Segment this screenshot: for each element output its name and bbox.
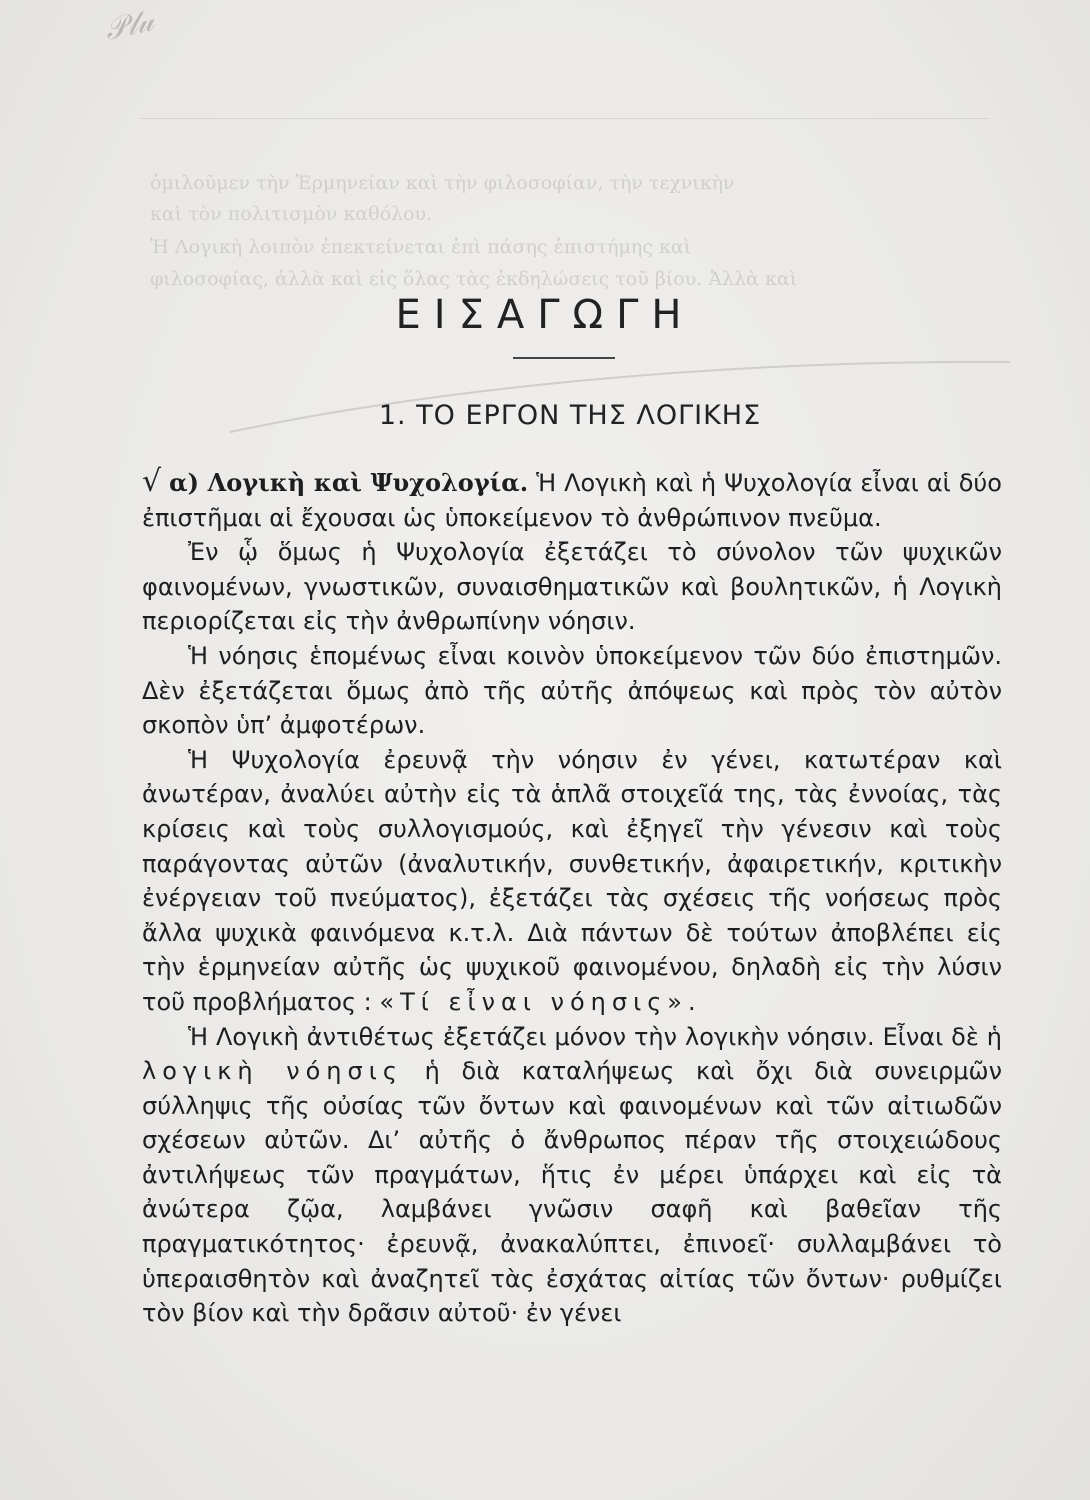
title-divider <box>513 357 615 359</box>
paragraph-text: Ἡ Λογικὴ καὶ ἡ Ψυχολογία εἶναι αἱ δύο ἐπιστῆμαι αἱ ἔχουσαι ὡς ὑποκείμενον τὸ ἀνθρώπινον πνεῦμα. <box>142 469 1002 532</box>
paragraph-text: Ἡ Ψυχολογία ἐρευνᾷ τὴν νόησιν ἐν γένει, κατωτέραν καὶ ἀνωτέραν, ἀναλύει αὐτὴν εἰς τὰ ἁπλᾶ στοιχεῖά της, τὰς ἐννοίας, τὰς κρίσεις καὶ τοὺς συλλογισμούς, καὶ ἐξηγεῖ τὴν γένεσιν καὶ τοὺς παράγοντας αὐτῶν (ἀναλυτικήν, συνθετικήν, ἀφαιρετικήν, κριτικὴν ἐνέργειαν τοῦ πνεύματος), ἐξετάζει τὰς σχέσεις τῆς νοήσεως πρὸς ἄλλα ψυχικὰ φαινόμενα κ.τ.λ. Διὰ πάντων δὲ τούτων ἀποβλέπει εἰς τὴν ἑρμηνείαν αὐτῆς ὡς ψυχικοῦ φαινομένου, δηλαδὴ εἰς τὴν λύσιν τοῦ προβλήματος : <box>142 745 1002 1016</box>
paragraph <box>142 743 1002 1020</box>
check-mark-annotation: √ <box>142 464 162 499</box>
bleed-text-line: ὁμιλοῦμεν τὴν Ἐρμηνείαν καὶ τὴν φιλοσοφίαν, τὴν τεχνικὴν <box>150 172 735 194</box>
body-text <box>142 465 1002 1331</box>
paragraph <box>142 1020 1002 1331</box>
emphasis-text: λογικὴ νόησις <box>142 1057 403 1086</box>
pencil-annotation: 𝒫𝓁𝓊 <box>101 3 157 48</box>
bleed-text-line: καὶ τὸν πολιτισμὸν καθόλου. <box>150 203 433 225</box>
section-heading: 1. ΤΟ ΕΡΓΟΝ ΤΗΣ ΛΟΓΙΚΗΣ <box>378 400 762 431</box>
emphasis-text: «Τί εἶναι νόησις». <box>379 987 702 1016</box>
paragraph <box>142 465 1002 535</box>
paragraph: Ἡ νόησις ἑπομένως εἶναι κοινὸν ὑποκείμενον τῶν δύο ἐπιστημῶν. Δὲν ἐξετάζεται ὅμως ἀπὸ τῆς αὐτῆς ἀπόψεως καὶ πρὸς τὸν αὐτὸν σκοπὸν ὑπ’ ἀμφοτέρων. <box>142 641 1002 740</box>
paragraph-text: ἡ διὰ καταλήψεως καὶ ὄχι διὰ συνειρμῶν σύλληψις τῆς οὐσίας τῶν ὄντων καὶ φαινομένων καὶ τῶν αἰτιωδῶν σχέσεων αὐτῶν. Δι’ αὐτῆς ὁ ἄνθρωπος πέραν τῆς στοιχειώδους ἀντιλήψεως τῶν πραγμάτων, ἥτις ἐν μέρει ὑπάρχει καὶ εἰς τὰ ἀνώτερα ζῷα, λαμβάνει γνῶσιν σαφῆ καὶ βαθεῖαν τῆς πραγματικότητος· ἐρευνᾷ, ἀνακαλύπτει, ἐπινοεῖ· συλλαμβάνει τὸ ὑπεραισθητὸν καὶ ἀναζητεῖ τὰς ἐσχάτας αἰτίας τῶν ὄντων· ρυθμίζει τὸν βίον καὶ τὴν δρᾶσιν αὐτοῦ· ἐν γένει <box>142 1057 1002 1328</box>
subsection-heading: α) Λογικὴ καὶ Ψυχολογία. <box>169 468 529 497</box>
bleed-text-line: Ἡ Λογικὴ λοιπὸν ἐπεκτείνεται ἐπὶ πάσης ἐπιστήμης καὶ <box>150 236 692 258</box>
paragraph: Ἐν ᾧ ὅμως ἡ Ψυχολογία ἐξετάζει τὸ σύνολον τῶν ψυχικῶν φαινομένων, γνωστικῶν, συναισθηματικῶν καὶ βουλητικῶν, ἡ Λογικὴ περιορίζεται εἰς τὴν ἀνθρωπίνην νόησιν. <box>142 538 1002 636</box>
page-title: ΕΙΣΑΓΩΓΗ <box>395 292 695 338</box>
bleed-text-line: φιλοσοφίας, ἀλλὰ καὶ εἰς ὅλας τὰς ἐκδηλώσεις τοῦ βίου. Ἀλλὰ καὶ <box>150 268 798 290</box>
paragraph-text: Ἡ Λογικὴ ἀντιθέτως ἐξετάζει μόνον τὴν λογικὴν νόησιν. Εἶναι δὲ ἡ <box>188 1022 1002 1051</box>
